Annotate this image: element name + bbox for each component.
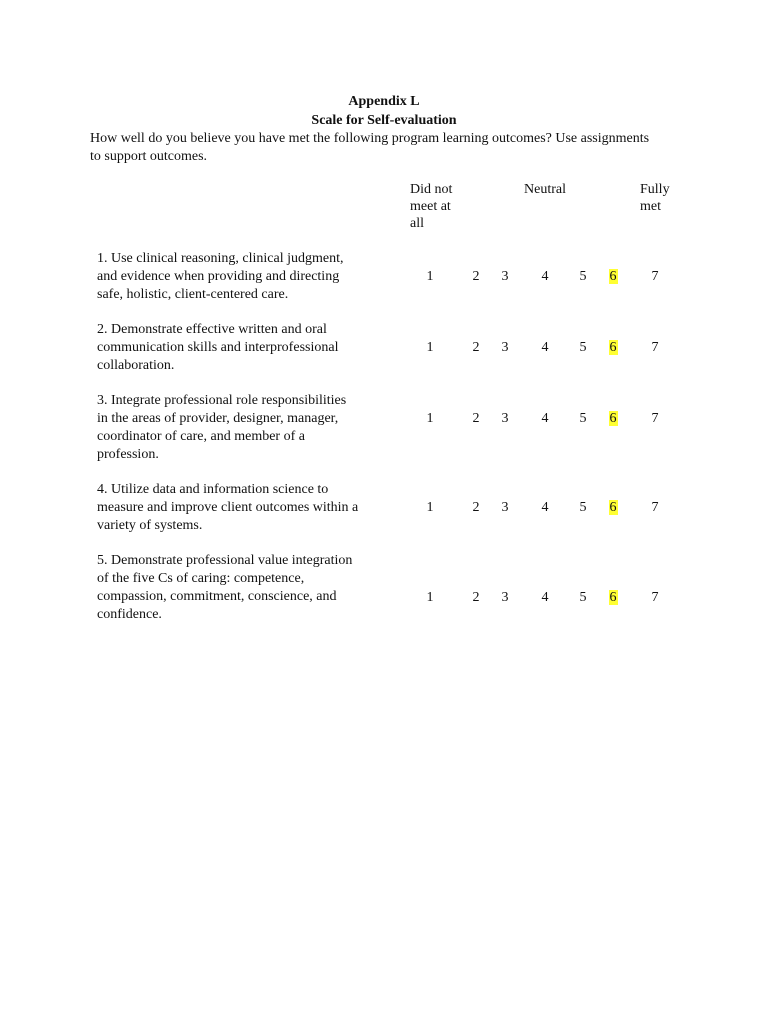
outcome-line: profession. [97,447,159,462]
outcome-text [97,481,387,535]
rating-option[interactable]: 7 [651,411,659,426]
rating-option[interactable]: 7 [651,340,659,355]
rating-option[interactable]: 2 [472,269,480,284]
rating-option[interactable]: 3 [501,269,509,284]
rating-option[interactable]: 1 [426,411,434,426]
outcome-line: measure and improve client outcomes within a [97,500,359,515]
rating-option[interactable]: 3 [501,500,509,515]
outcome-line: 1. Use clinical reasoning, clinical judgment, [97,251,344,266]
rating-option-selected[interactable]: 6 [609,340,617,355]
rating-option[interactable]: 5 [579,340,587,355]
outcome-line: communication skills and interprofessional [97,340,339,355]
rating-option-selected[interactable]: 6 [609,590,617,605]
rating-option[interactable]: 4 [541,411,549,426]
rating-option[interactable]: 2 [472,411,480,426]
outcome-line: confidence. [97,607,162,622]
rating-option[interactable]: 1 [426,340,434,355]
rating-option[interactable]: 5 [579,590,587,605]
outcome-line: variety of systems. [97,518,203,533]
rating-option-selected[interactable]: 6 [609,500,617,515]
outcome-line: of the five Cs of caring: competence, [97,571,305,586]
outcome-line: 2. Demonstrate effective written and oral [97,322,327,337]
outcome-text [97,321,387,375]
outcome-line: compassion, commitment, conscience, and [97,589,337,604]
outcome-line: coordinator of care, and member of a [97,429,305,444]
rating-option[interactable]: 3 [501,340,509,355]
outcome-text [97,250,387,304]
rating-option[interactable]: 2 [472,500,480,515]
scale-title: Scale for Self-evaluation [311,113,457,128]
rating-option[interactable]: 4 [541,340,549,355]
rating-option[interactable]: 4 [541,500,549,515]
scale-label-low: Did not meet at all [410,182,453,231]
rating-option[interactable]: 3 [501,411,509,426]
outcome-text [97,392,387,464]
rating-option-selected[interactable]: 6 [609,411,617,426]
outcome-line: 5. Demonstrate professional value integration [97,553,353,568]
rating-option[interactable]: 4 [541,590,549,605]
scale-label-neutral: Neutral [524,182,566,197]
instructions-text: How well do you believe you have met the following program learning outcomes? Use assignments to support outcomes. [90,131,650,164]
outcome-line: collaboration. [97,358,175,373]
scale-label-high: Fully met [640,182,670,214]
appendix-title: Appendix L [348,94,420,109]
rating-option[interactable]: 5 [579,411,587,426]
outcome-line: in the areas of provider, designer, manager, [97,411,339,426]
rating-option[interactable]: 7 [651,269,659,284]
outcome-line: and evidence when providing and directing [97,269,340,284]
outcome-text [97,552,387,624]
rating-option[interactable]: 7 [651,590,659,605]
rating-option[interactable]: 7 [651,500,659,515]
rating-option[interactable]: 1 [426,269,434,284]
rating-option[interactable]: 3 [501,590,509,605]
rating-option[interactable]: 1 [426,590,434,605]
rating-option[interactable]: 2 [472,590,480,605]
rating-option[interactable]: 5 [579,500,587,515]
rating-option[interactable]: 5 [579,269,587,284]
outcome-line: 4. Utilize data and information science to [97,482,329,497]
rating-option-selected[interactable]: 6 [609,269,617,284]
rating-option[interactable]: 1 [426,500,434,515]
rating-option[interactable]: 2 [472,340,480,355]
outcome-line: 3. Integrate professional role responsibilities [97,393,347,408]
outcome-line: safe, holistic, client-centered care. [97,287,289,302]
rating-option[interactable]: 4 [541,269,549,284]
